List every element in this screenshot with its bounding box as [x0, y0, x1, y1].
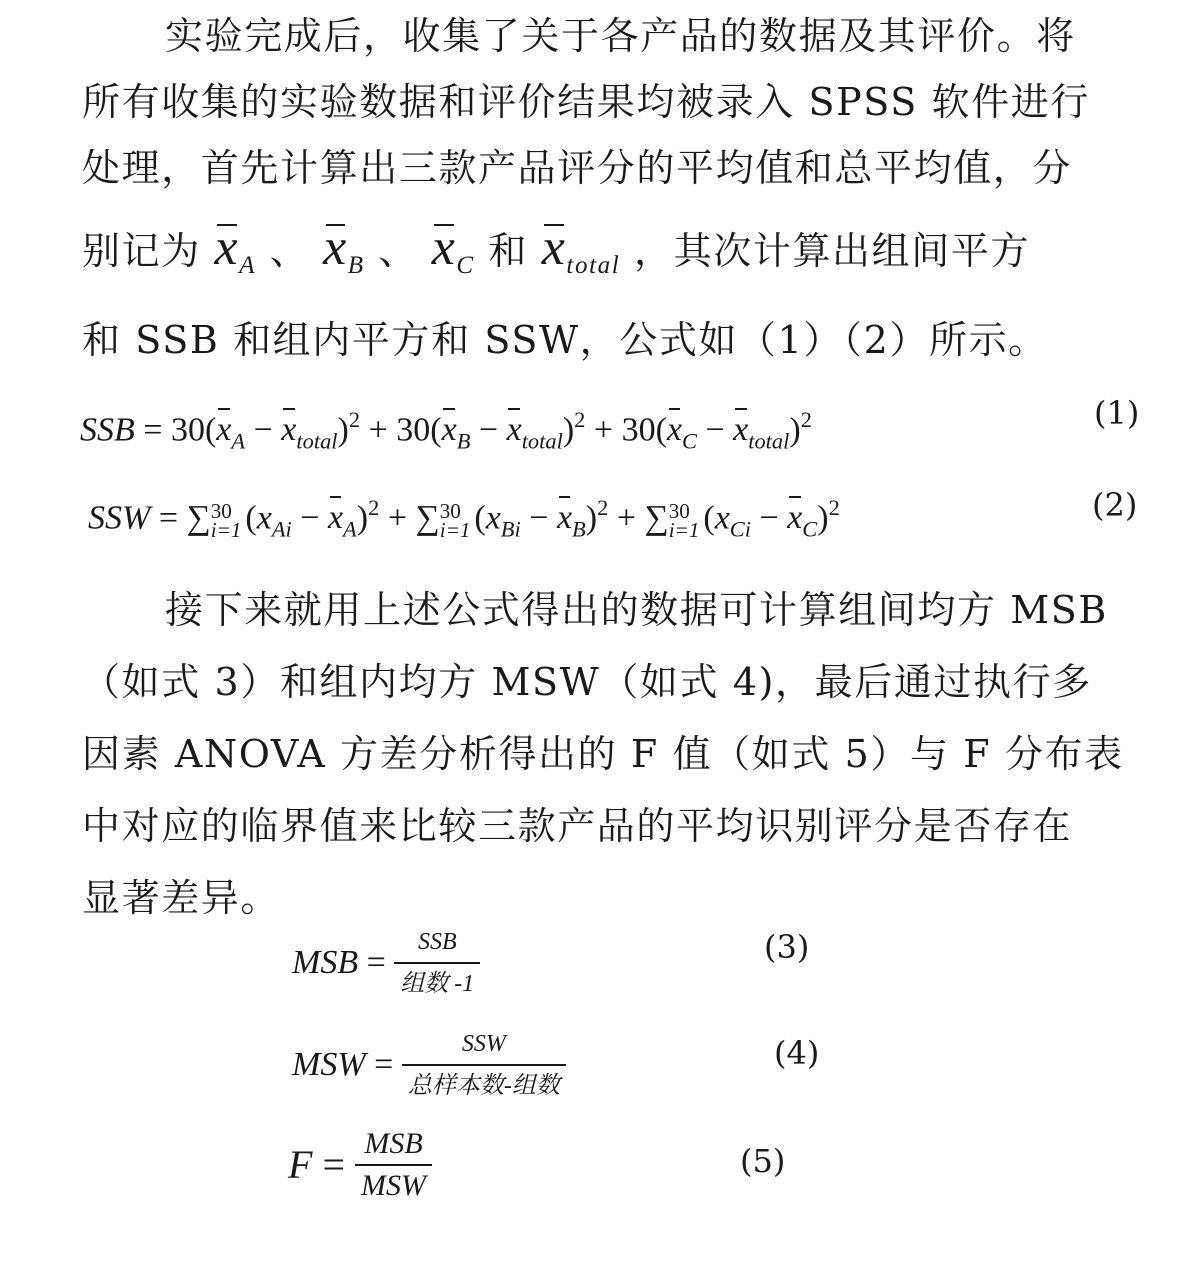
text-bieji: 别记为 [82, 229, 201, 273]
equation-4-number: (4) [774, 1034, 820, 1072]
mean-xb: $x_B$ [323, 219, 365, 279]
fraction-msw: $\frac{\text{SSW}}{\text{总样本数-组数}}$ [402, 1024, 566, 1106]
para1-line1: 实验完成后，收集了关于各产品的数据及其评价。将 [165, 14, 1076, 58]
para1-line2: 所有收集的实验数据和评价结果均被录入 SPSS 软件进行 [82, 80, 1090, 124]
equation-3-number: (3) [764, 928, 810, 966]
separator: 、 [378, 229, 418, 273]
mean-xtotal: $x_{total}$ [541, 219, 621, 279]
text-line4-post: ，其次计算出组间平方 [634, 229, 1031, 273]
fraction-msb: $\frac{\text{SSB}}{\text{组数 -1}}$ [394, 922, 480, 1004]
mean-xc: $x_C$ [431, 219, 475, 279]
fraction-f: $\frac{\text{MSB}}{\text{MSW}}$ [355, 1124, 432, 1206]
text-and: 和 [488, 229, 528, 273]
para1-line3: 处理，首先计算出三款产品评分的平均值和总平均值，分 [82, 146, 1073, 190]
para2-line4: 中对应的临界值来比较三款产品的平均识别评分是否存在 [82, 804, 1073, 848]
para2-line3: 因素 ANOVA 方差分析得出的 F 值（如式 5）与 F 分布表 [82, 732, 1124, 776]
para1-line5: 和 SSB 和组内平方和 SSW，公式如（1）（2）所示。 [82, 318, 1048, 362]
para1-line4 [82, 219, 1172, 286]
para2-line5: 显著差异。 [82, 876, 281, 920]
para2-line1: 接下来就用上述公式得出的数据可计算组间均方 MSB [165, 588, 1108, 632]
mean-xa: $x_A$ [214, 219, 257, 279]
equation-4: MSW = $\frac{\text{SSW}}{\text{总样本数-组数}}$ [292, 1024, 566, 1106]
equation-2-number: (2) [1092, 486, 1138, 524]
equation-5-number: (5) [740, 1142, 786, 1180]
equation-1: SSB = $30(x_A - x_{total})^2 + 30(x_B - x_{total})^2 + 30(x_C - x_{total})^2$ [80, 407, 812, 454]
separator: 、 [269, 229, 310, 273]
equation-2: SSW = ∑ 30 i=1 $(x_{Ai} - x_A)^2$ + ∑ 30 i=1 $(x_{Bi} - x_B)^2$ + ∑ 30 i=1 $(x_{Ci} - x_C)^2$ [88, 495, 840, 542]
equation-1-number: (1) [1094, 394, 1140, 432]
equation-3: MSB = $\frac{\text{SSB}}{\text{组数 -1}}$ [292, 922, 480, 1004]
para2-line2: （如式 3）和组内均方 MSW（如式 4)，最后通过执行多 [82, 660, 1092, 704]
equation-5: F = $\frac{\text{MSB}}{\text{MSW}}$ [288, 1124, 432, 1206]
